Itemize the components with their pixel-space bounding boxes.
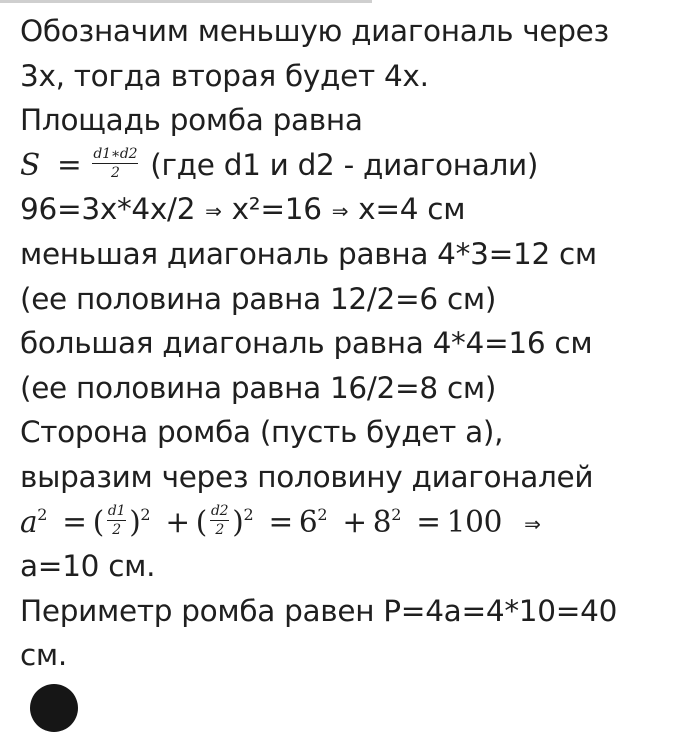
implies-arrow-icon: ⇒ <box>524 511 541 536</box>
equation-part: x²=16 <box>231 192 322 227</box>
text-line: (ее половина равна 12/2=6 см) <box>20 281 497 316</box>
area-fraction <box>92 146 138 181</box>
formula-exponent: 2 <box>391 504 402 524</box>
formula-exponent: 2 <box>317 504 328 524</box>
text-line: (ее половина равна 16/2=8 см) <box>20 370 497 405</box>
half-diagonal-fraction <box>210 503 229 538</box>
formula-exponent: 2 <box>37 504 48 524</box>
fraction-denominator: 2 <box>215 521 224 538</box>
text-line: большая диагональ равна 4*4=16 см <box>20 326 593 361</box>
side-formula-line <box>20 500 680 545</box>
text-line: а=10 см. <box>20 549 156 584</box>
formula-paren: ( <box>92 504 104 539</box>
formula-operator: = <box>268 504 293 539</box>
text-line: выразим через половину диагоналей <box>20 459 594 494</box>
formula-number: 8 <box>372 504 392 539</box>
formula-operator: + <box>165 504 190 539</box>
formula-exponent: 2 <box>243 504 254 524</box>
solution-text <box>20 9 680 678</box>
implies-arrow-icon: ⇒ <box>331 199 349 224</box>
formula-number: 6 <box>298 504 318 539</box>
area-formula-line <box>20 143 680 188</box>
formula-paren: ( <box>195 504 208 539</box>
formula-paren: ) <box>232 504 244 539</box>
equation-part: x=4 см <box>358 192 466 227</box>
formula-symbol: a <box>20 504 38 539</box>
formula-paren: ) <box>129 504 141 539</box>
text-line: Обозначим меньшую диагональ через <box>20 14 609 48</box>
text-line: см. <box>20 638 67 673</box>
half-diagonal-fraction <box>107 503 126 538</box>
text-line: 3x, тогда вторая будет 4x. <box>20 58 429 93</box>
fraction-denominator: 2 <box>112 521 121 538</box>
text-line: Площадь ромба равна <box>20 103 363 138</box>
formula-operator: = <box>416 504 441 539</box>
fraction-numerator: d2 <box>211 502 229 519</box>
formula-number: 100 <box>446 504 503 539</box>
formula-symbol: S <box>20 147 40 182</box>
text-line: Периметр ромба равен P=4a=4*10=40 <box>20 593 618 628</box>
fraction-numerator: d1 <box>107 502 126 519</box>
text-line: меньшая диагональ равна 4*3=12 см <box>20 236 597 271</box>
text-line: Сторона ромба (пусть будет а), <box>20 415 504 450</box>
top-divider <box>0 0 372 3</box>
fraction-denominator: 2 <box>111 164 120 181</box>
formula-operator: = <box>57 147 82 182</box>
avatar[interactable] <box>30 684 78 732</box>
formula-exponent: 2 <box>140 504 151 524</box>
equation-line <box>20 187 680 232</box>
formula-operator: + <box>342 504 367 539</box>
formula-operator: = <box>62 504 87 539</box>
fraction-numerator: d1∗d2 <box>93 145 138 162</box>
equation-part: 96=3x*4x/2 <box>20 192 196 227</box>
implies-arrow-icon: ⇒ <box>205 199 222 224</box>
formula-note: (где d1 и d2 - диагонали) <box>150 147 539 182</box>
